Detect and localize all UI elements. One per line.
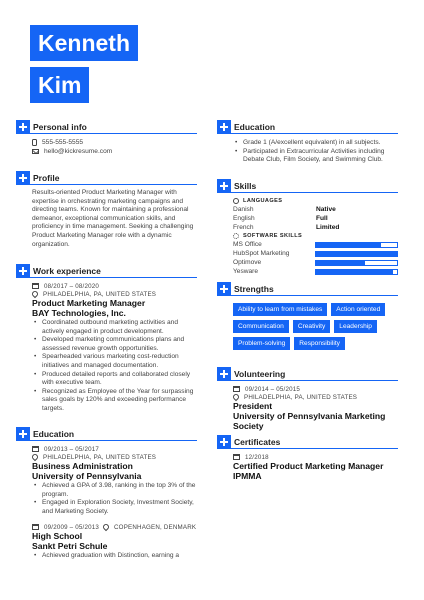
- contact-email: [32, 147, 197, 156]
- list-item: • Participated in Extracurricular Activities including Debate Club, Film Society, and Swimming Club.: [233, 148, 398, 165]
- section-header: [16, 171, 197, 185]
- section-volunteering: [217, 367, 398, 431]
- section-title: Education: [234, 122, 276, 132]
- calendar-icon: [32, 283, 39, 289]
- location-pin-icon: [31, 453, 39, 461]
- software-label: SOFTWARE SKILLS: [243, 233, 303, 239]
- contact-phone: [32, 138, 197, 147]
- section-title: Volunteering: [234, 369, 286, 379]
- skill-level-bar: [315, 251, 398, 257]
- languages-label: LANGUAGES: [243, 198, 283, 204]
- list-item: • Spearheaded various marketing cost-reduction initiatives and managed documentation.: [32, 353, 197, 370]
- language-level: Native: [316, 206, 336, 213]
- list-item: • Developed marketing communications plans and assessed revenue growth opportunities.: [32, 336, 197, 353]
- edu-bullets: [32, 482, 197, 516]
- software-row: [233, 249, 398, 258]
- edu-bullets: [32, 552, 197, 561]
- language-row: [233, 214, 398, 223]
- skill-level-bar: [315, 269, 398, 275]
- list-item: • Engaged in Exploration Society, Investment Society, and Marketing Society.: [32, 499, 197, 516]
- plus-icon: [16, 120, 30, 134]
- gear-icon: [233, 233, 239, 239]
- strengths-tags: [233, 303, 398, 350]
- job-entry: [16, 282, 197, 414]
- language-level: Full: [316, 215, 328, 222]
- edu-location: COPENHAGEN, DENMARK: [114, 523, 197, 531]
- vol-location: PHILADELPHIA, PA, UNITED STATES: [244, 393, 358, 401]
- job-company: BAY Technologies, Inc.: [32, 308, 126, 318]
- language-row: [233, 223, 398, 232]
- section-work-experience: [16, 264, 197, 414]
- cert-date: 12/2018: [245, 453, 269, 461]
- section-title: Strengths: [234, 284, 274, 294]
- plus-icon: [217, 179, 231, 193]
- skill-level-fill: [316, 261, 365, 265]
- language-name: French: [233, 224, 254, 231]
- cert-issuer: IPMMA: [233, 471, 262, 481]
- plus-icon: [217, 435, 231, 449]
- vol-location-row: [233, 393, 398, 401]
- edu-location: PHILADELPHIA, PA, UNITED STATES: [43, 453, 157, 461]
- strength-tag: Leadership: [334, 320, 377, 333]
- globe-icon: [233, 198, 239, 204]
- plus-icon: [217, 282, 231, 296]
- language-row: [233, 205, 398, 214]
- job-bullets: [32, 319, 197, 414]
- job-dates: 08/2017 – 08/2020: [44, 282, 100, 290]
- edu-dates: 09/2013 – 05/2017: [44, 445, 100, 453]
- list-item: • Recognized as Employee of the Year for surpassing sales goals by 120% and exceeding performance targets.: [32, 388, 197, 414]
- cert-name: Certified Product Marketing Manager: [233, 461, 384, 471]
- list-item: • Achieved graduation with Distinction, earning a: [32, 552, 197, 561]
- section-header: [16, 264, 197, 278]
- section-strengths: [217, 282, 398, 350]
- software-name: MS Office: [233, 241, 262, 248]
- section-title: Certificates: [234, 437, 281, 447]
- edu-location-row: [32, 453, 197, 461]
- section-header: [217, 435, 398, 449]
- plus-icon: [16, 264, 30, 278]
- job-location: PHILADELPHIA, PA, UNITED STATES: [43, 290, 157, 298]
- strength-tag: Creativity: [293, 320, 330, 333]
- location-pin-icon: [31, 290, 39, 298]
- section-certificates: [217, 435, 398, 481]
- name-first: Kenneth: [30, 25, 138, 61]
- software-row: [233, 240, 398, 249]
- section-header: [217, 179, 398, 193]
- calendar-icon: [32, 524, 39, 530]
- plus-icon: [217, 367, 231, 381]
- plus-icon: [16, 427, 30, 441]
- section-education: [16, 427, 197, 561]
- section-header: [217, 367, 398, 381]
- calendar-icon: [32, 446, 39, 452]
- edu-school: University of Pennsylvania: [32, 471, 142, 481]
- language-level: Limited: [316, 224, 340, 231]
- job-role: Product Marketing Manager: [32, 298, 146, 308]
- section-profile: [16, 171, 197, 249]
- plus-icon: [217, 120, 231, 134]
- section-header: [16, 120, 197, 134]
- language-name: Danish: [233, 206, 254, 213]
- edu-dates-row: [32, 523, 197, 531]
- software-heading: [233, 232, 398, 240]
- job-dates-row: [32, 282, 197, 290]
- skill-level-bar: [315, 260, 398, 266]
- vol-dates-row: [233, 385, 398, 393]
- skill-level-bar: [315, 242, 398, 248]
- vol-dates: 09/2014 – 05/2015: [245, 385, 301, 393]
- edu-dates: 09/2009 – 05/2013: [44, 523, 100, 531]
- strength-tag: Responsibility: [294, 337, 345, 350]
- section-personal-info: [16, 120, 197, 156]
- strength-tag: Communication: [233, 320, 289, 333]
- edu-dates-row: [32, 445, 197, 453]
- software-row: [233, 258, 398, 267]
- name-last: Kim: [30, 67, 89, 103]
- section-title: Education: [33, 429, 75, 439]
- education-entry: [16, 523, 197, 561]
- vol-role: President: [233, 401, 273, 411]
- section-title: Work experience: [33, 266, 101, 276]
- software-name: Yesware: [233, 268, 259, 275]
- skill-level-fill: [316, 270, 393, 274]
- profile-text: Results-oriented Product Marketing Manager with expertise in orchestrating marketing campaigns and directing teams. Known for maintaining a professional demeanor, exceptional communication skills, and proficiency in time management. Seeking a challenging Product Marketing Manager role with a dynamic organization.: [32, 189, 194, 248]
- edu-degree: High School: [32, 531, 83, 542]
- edu-bullets: [217, 139, 398, 165]
- list-item: • Coordinated outbound marketing activities and actively engaged in product development.: [32, 319, 197, 336]
- certificate-entry: [217, 453, 398, 481]
- section-title: Profile: [33, 173, 60, 183]
- section-title: Skills: [234, 181, 257, 191]
- calendar-icon: [233, 454, 240, 460]
- job-location-row: [32, 290, 197, 298]
- strength-tag: Problem-solving: [233, 337, 290, 350]
- software-name: HubSpot Marketing: [233, 250, 290, 257]
- phone-icon: [32, 139, 37, 146]
- language-name: English: [233, 215, 255, 222]
- list-item: • Grade 1 (A/excellent equivalent) in all subjects.: [233, 139, 398, 148]
- phone-text: 555-555-5555: [42, 139, 84, 146]
- software-row: [233, 267, 398, 276]
- email-text: hello@kickresume.com: [44, 148, 113, 155]
- languages-heading: [233, 197, 398, 205]
- calendar-icon: [233, 386, 240, 392]
- software-name: Optimove: [233, 259, 262, 266]
- list-item: • Produced detailed reports and collaborated closely with executive team.: [32, 371, 197, 388]
- list-item: • Achieved a GPA of 3.98, ranking in the top 3% of the program.: [32, 482, 197, 499]
- section-education-continued: [217, 120, 398, 165]
- plus-icon: [16, 171, 30, 185]
- location-pin-icon: [232, 393, 240, 401]
- education-entry: [16, 445, 197, 516]
- skill-level-fill: [316, 252, 397, 256]
- section-title: Personal info: [33, 122, 87, 132]
- section-skills: [217, 179, 398, 276]
- volunteering-entry: [217, 385, 398, 431]
- section-header: [217, 120, 398, 134]
- skill-level-fill: [316, 243, 381, 247]
- strength-tag: Ability to learn from mistakes: [233, 303, 327, 316]
- section-header: [217, 282, 398, 296]
- cert-date-row: [233, 453, 398, 461]
- section-header: [16, 427, 197, 441]
- location-pin-icon: [102, 523, 110, 531]
- strength-tag: Action oriented: [331, 303, 385, 316]
- mail-icon: [32, 149, 39, 154]
- edu-school: Sankt Petri Schule: [32, 541, 108, 552]
- vol-org: University of Pennsylvania Marketing Society: [233, 411, 386, 431]
- edu-degree: Business Administration: [32, 461, 133, 471]
